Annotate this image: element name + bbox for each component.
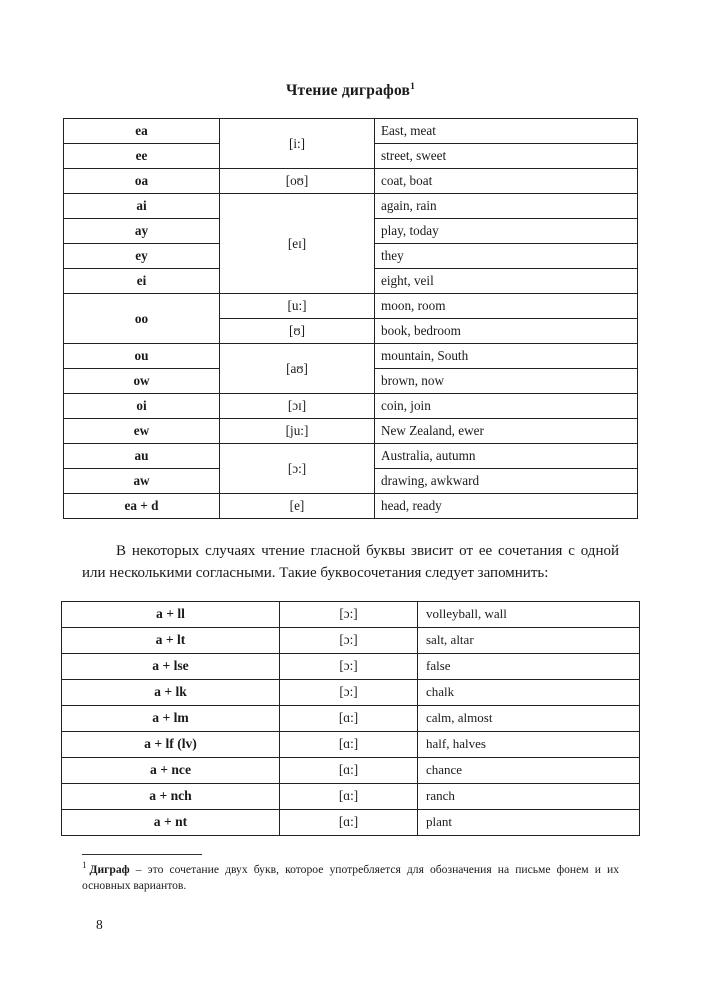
combo-letters: a + lf (lv) <box>62 731 280 757</box>
digraph-examples: East, meat <box>375 119 638 144</box>
digraph-letters: ey <box>64 244 220 269</box>
digraph-transcription: [u:] <box>220 294 375 319</box>
footnote-term: Диграф <box>89 862 130 876</box>
body-paragraph: В некоторых случаях чтение гласной буквы звисит от ее сочетания с одной или несколькими согласными. Такие буквосочетания следует запомнить: <box>82 543 619 581</box>
footnote-body: – это сочетание двух букв, которое употребляется для обозначения на письме фонем и их основных вариантов. <box>82 862 619 892</box>
digraph-transcription: [ɔ:] <box>220 444 375 494</box>
digraph-letters: ee <box>64 144 220 169</box>
table-row <box>62 653 640 679</box>
digraph-examples: mountain, South <box>375 344 638 369</box>
combo-examples: false <box>418 653 640 679</box>
digraph-examples: coat, boat <box>375 169 638 194</box>
page-number: 8 <box>96 917 103 932</box>
table-row <box>62 783 640 809</box>
combo-transcription: [ɑ:] <box>280 783 418 809</box>
combo-examples: chance <box>418 757 640 783</box>
digraph-letters: oo <box>64 294 220 344</box>
digraph-letters: ew <box>64 419 220 444</box>
digraph-transcription: [oʊ] <box>220 169 375 194</box>
title-footnote-marker: 1 <box>410 82 416 92</box>
digraph-transcription: [i:] <box>220 119 375 169</box>
page-title-text: Чтение диграфов <box>285 82 411 100</box>
combo-letters: a + lt <box>62 627 280 653</box>
digraph-examples: eight, veil <box>375 269 638 294</box>
combo-letters: a + ll <box>62 601 280 627</box>
combo-transcription: [ɔ:] <box>280 653 418 679</box>
digraph-letters: oa <box>64 169 220 194</box>
combo-letters: a + nch <box>62 783 280 809</box>
combo-transcription: [ɔ:] <box>280 627 418 653</box>
digraph-examples: head, ready <box>375 494 638 519</box>
digraph-letters: ai <box>64 194 220 219</box>
combination-table-body <box>62 601 640 835</box>
combo-examples: half, halves <box>418 731 640 757</box>
digraph-letters: ou <box>64 344 220 369</box>
table-row <box>64 344 638 369</box>
digraph-examples: coin, join <box>375 394 638 419</box>
table-row <box>64 444 638 469</box>
table-row <box>62 601 640 627</box>
table-row <box>62 731 640 757</box>
digraph-letters: ea <box>64 119 220 144</box>
digraph-letters: ea + d <box>64 494 220 519</box>
combo-letters: a + nt <box>62 809 280 835</box>
combo-examples: chalk <box>418 679 640 705</box>
combo-transcription: [ɑ:] <box>280 731 418 757</box>
table-row <box>64 294 638 319</box>
table-row <box>64 494 638 519</box>
digraph-letters: ei <box>64 269 220 294</box>
combo-letters: a + lse <box>62 653 280 679</box>
digraph-examples: moon, room <box>375 294 638 319</box>
combo-examples: calm, almost <box>418 705 640 731</box>
footnote-divider <box>82 854 202 855</box>
digraph-examples: Australia, autumn <box>375 444 638 469</box>
table-row <box>64 419 638 444</box>
combo-transcription: [ɑ:] <box>280 705 418 731</box>
digraph-examples: again, rain <box>375 194 638 219</box>
table-row <box>62 627 640 653</box>
digraph-letters: ow <box>64 369 220 394</box>
combo-transcription: [ɑ:] <box>280 757 418 783</box>
table-row <box>62 679 640 705</box>
combo-transcription: [ɔ:] <box>280 601 418 627</box>
digraph-table <box>63 118 638 519</box>
combo-examples: salt, altar <box>418 627 640 653</box>
page-title <box>60 0 641 100</box>
combination-table <box>61 601 640 836</box>
table-row <box>62 757 640 783</box>
digraph-examples: book, bedroom <box>375 319 638 344</box>
digraph-examples: New Zealand, ewer <box>375 419 638 444</box>
digraph-transcription: [e] <box>220 494 375 519</box>
footnote-text <box>82 859 619 895</box>
digraph-transcription: [aʊ] <box>220 344 375 394</box>
digraph-transcription: [eɪ] <box>220 194 375 294</box>
digraph-transcription: [ʊ] <box>220 319 375 344</box>
combo-transcription: [ɑ:] <box>280 809 418 835</box>
combo-letters: a + lk <box>62 679 280 705</box>
digraph-letters: oi <box>64 394 220 419</box>
footnote-section <box>82 854 619 895</box>
table-row <box>62 809 640 835</box>
table-row <box>64 394 638 419</box>
digraph-letters: aw <box>64 469 220 494</box>
digraph-examples: brown, now <box>375 369 638 394</box>
combo-letters: a + lm <box>62 705 280 731</box>
digraph-examples: play, today <box>375 219 638 244</box>
combo-letters: a + nce <box>62 757 280 783</box>
digraph-letters: au <box>64 444 220 469</box>
digraph-transcription: [ju:] <box>220 419 375 444</box>
footnote-marker: 1 <box>82 859 87 870</box>
table-row <box>64 169 638 194</box>
digraph-letters: ay <box>64 219 220 244</box>
combo-transcription: [ɔ:] <box>280 679 418 705</box>
table-row <box>62 705 640 731</box>
table-row <box>64 119 638 144</box>
digraph-examples: street, sweet <box>375 144 638 169</box>
combo-examples: volleyball, wall <box>418 601 640 627</box>
combo-examples: plant <box>418 809 640 835</box>
digraph-table-body <box>64 119 638 519</box>
table-row <box>64 194 638 219</box>
digraph-examples: drawing, awkward <box>375 469 638 494</box>
digraph-examples: they <box>375 244 638 269</box>
digraph-transcription: [ɔɪ] <box>220 394 375 419</box>
combo-examples: ranch <box>418 783 640 809</box>
